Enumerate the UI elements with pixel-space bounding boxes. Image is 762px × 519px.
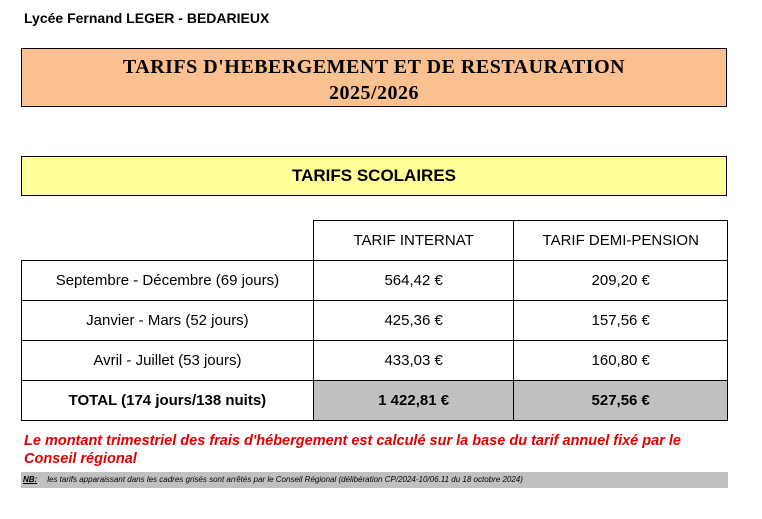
school-name: Lycée Fernand LEGER - BEDARIEUX [24,10,270,26]
subtitle-box: TARIFS SCOLAIRES [21,156,727,196]
total-row [22,381,728,421]
header-demi-pension: TARIF DEMI-PENSION [514,221,728,261]
header-blank-cell [22,221,314,261]
nb-text: les tarifs apparaissant dans les cadres grisés sont arrêtés par le Conseil Régional (délibération CP/2024-10/06.11 du 18 octobre 2024) [47,475,523,484]
total-demi-pension: 527,56 € [514,381,728,421]
table-row [22,261,728,301]
nb-footnote [21,472,728,488]
demi-pension-cell: 160,80 € [514,341,728,381]
internat-cell: 425,36 € [313,301,514,341]
period-cell: Janvier - Mars (52 jours) [22,301,314,341]
tarifs-table [21,220,728,421]
header-internat: TARIF INTERNAT [313,221,514,261]
nb-label: NB: [23,475,38,484]
title-box [21,48,727,107]
table-header-row [22,221,728,261]
total-label: TOTAL (174 jours/138 nuits) [22,381,314,421]
demi-pension-cell: 157,56 € [514,301,728,341]
title-line-2: 2025/2026 [328,82,420,104]
table-row [22,301,728,341]
internat-cell: 564,42 € [313,261,514,301]
period-cell: Avril - Juillet (53 jours) [22,341,314,381]
total-internat: 1 422,81 € [313,381,514,421]
demi-pension-cell: 209,20 € [514,261,728,301]
table-row [22,341,728,381]
period-cell: Septembre - Décembre (69 jours) [22,261,314,301]
calculation-note: Le montant trimestriel des frais d'hébergement est calculé sur la base du tarif annuel fixé par le Conseil régional [24,433,681,467]
internat-cell: 433,03 € [313,341,514,381]
title-line-1: TARIFS D'HEBERGEMENT ET DE RESTAURATION [122,56,626,78]
